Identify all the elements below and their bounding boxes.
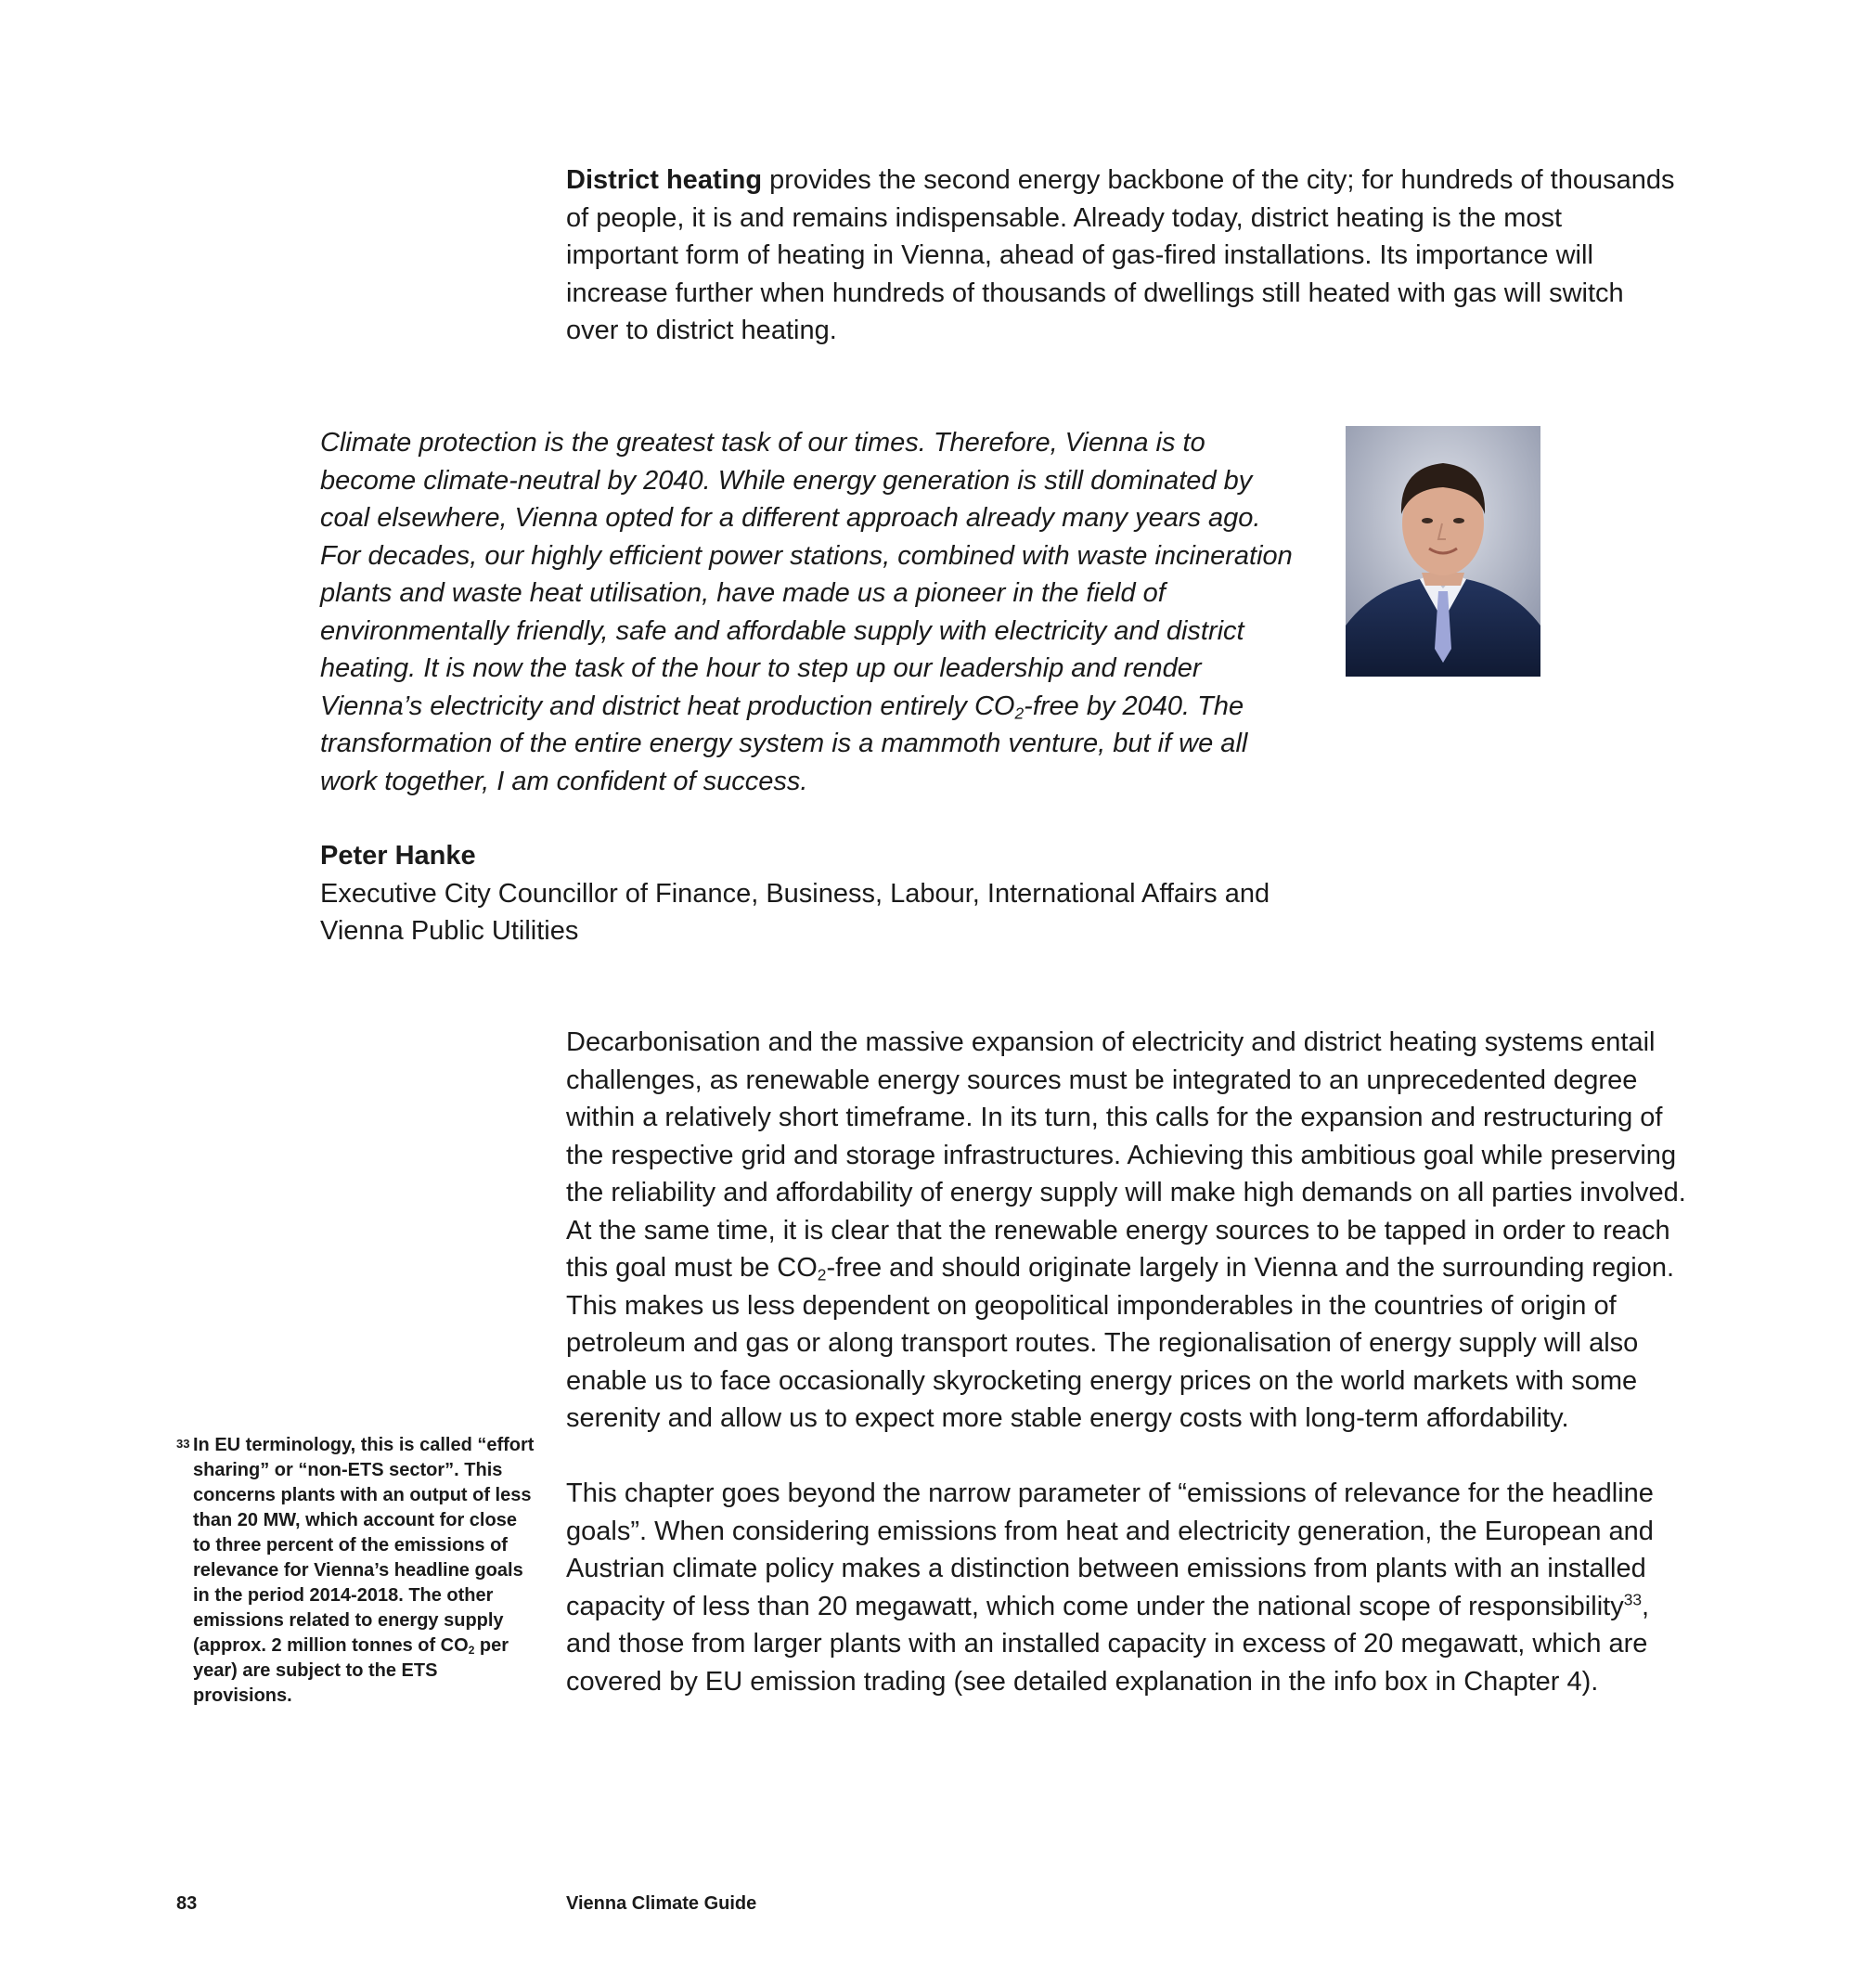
intro-paragraph xyxy=(566,161,1680,350)
paragraph-2-part-1: This chapter goes beyond the narrow parameter of “emissions of relevance for the headline goals”. When considering emissions from heat and electricity generation, the European and Austrian climate policy makes a distinction between emissions from plants with an installed capacity of less than 20 megawatt, which come under the national scope of responsibility xyxy=(566,1478,1654,1621)
main-body xyxy=(566,1024,1694,1738)
paragraph-1-part-1: Decarbonisation and the massive expansion of electricity and district heating systems entail challenges, as renewable energy sources must be integrated to an unprecedented degree within a relatively short timeframe. In its turn, this calls for the expansion and restructuring of the respective grid and storage infrastructures. Achieving this ambitious goal while preserving the reliability and affordability of energy supply will make high demands on all parties involved. At the same time, it is clear that the renewable energy sources to be tapped in order to reach this goal must be CO xyxy=(566,1027,1686,1283)
footnote-marker: 33 xyxy=(176,1437,190,1451)
intro-text: provides the second energy backbone of the city; for hundreds of thousands of people, it is and remains indispensable. Already today, district heating is the most important form of heating in Vienna, ahead of gas-fired installations. Its importance will increase further when hundreds of thousands of dwellings still heated with gas will switch over to district heating. xyxy=(566,165,1675,345)
body-paragraph-1 xyxy=(566,1024,1694,1438)
portrait-illustration xyxy=(1346,426,1540,677)
intro-lead-term: District heating xyxy=(566,165,763,195)
footnote-text-part-1: In EU terminology, this is called “effort sharing” or “non-ETS sector”. This concerns plants with an output of less than 20 MW, which account for close to three percent of the emissions of relevance for Vienna’s headline goals in the period 2014-2018. The other emissions related to energy supply (approx. 2 million tonnes of CO xyxy=(193,1435,535,1656)
paragraph-1-part-2: -free and should originate largely in Vienna and the surrounding region. This makes us less dependent on geopolitical imponderables in the countries of origin of petroleum and gas or along transport routes. The regionalisation of energy supply will also enable us to face occasionally skyrocketing energy prices on the world markets with some serenity and allow us to expect more stable energy costs with long-term affordability. xyxy=(566,1253,1675,1433)
quote-attribution xyxy=(320,837,1304,950)
page-number: 83 xyxy=(176,1893,198,1914)
footnote-text-part-2: per year) are subject to the ETS provisions. xyxy=(193,1635,509,1706)
footnote-33 xyxy=(176,1433,536,1709)
quote-subscript: 2 xyxy=(1014,703,1025,722)
councillor-quote xyxy=(320,424,1304,800)
footnote-reference[interactable]: 33 xyxy=(1623,1590,1643,1609)
paragraph-2-part-2: , and those from larger plants with an installed capacity in excess of 20 megawatt, which are covered by EU emission trading (see detailed explanation in the info box in Chapter 4). xyxy=(566,1591,1650,1697)
quote-text-part-2: -free by 2040. The transformation of the entire energy system is a mammoth venture, but if we all work together, I am confident of success. xyxy=(320,691,1248,796)
paragraph-1-subscript: 2 xyxy=(817,1265,827,1284)
speaker-role: Executive City Councillor of Finance, Business, Labour, International Affairs and Vienna Public Utilities xyxy=(320,878,1270,946)
body-paragraph-2 xyxy=(566,1475,1694,1700)
speaker-name: Peter Hanke xyxy=(320,841,476,871)
portrait-photo xyxy=(1346,426,1540,677)
running-title: Vienna Climate Guide xyxy=(566,1893,757,1914)
quote-text-part-1: Climate protection is the greatest task of our times. Therefore, Vienna is to become climate-neutral by 2040. While energy generation is still dominated by coal elsewhere, Vienna opted for a different approach already many years ago. For decades, our highly efficient power stations, combined with waste incineration plants and waste heat utilisation, have made us a pioneer in the field of environmentally friendly, safe and affordable supply with electricity and district heating. It is now the task of the hour to step up our leadership and render Vienna’s electricity and district heat production entirely CO xyxy=(320,428,1293,721)
footnote-subscript: 2 xyxy=(468,1644,475,1657)
